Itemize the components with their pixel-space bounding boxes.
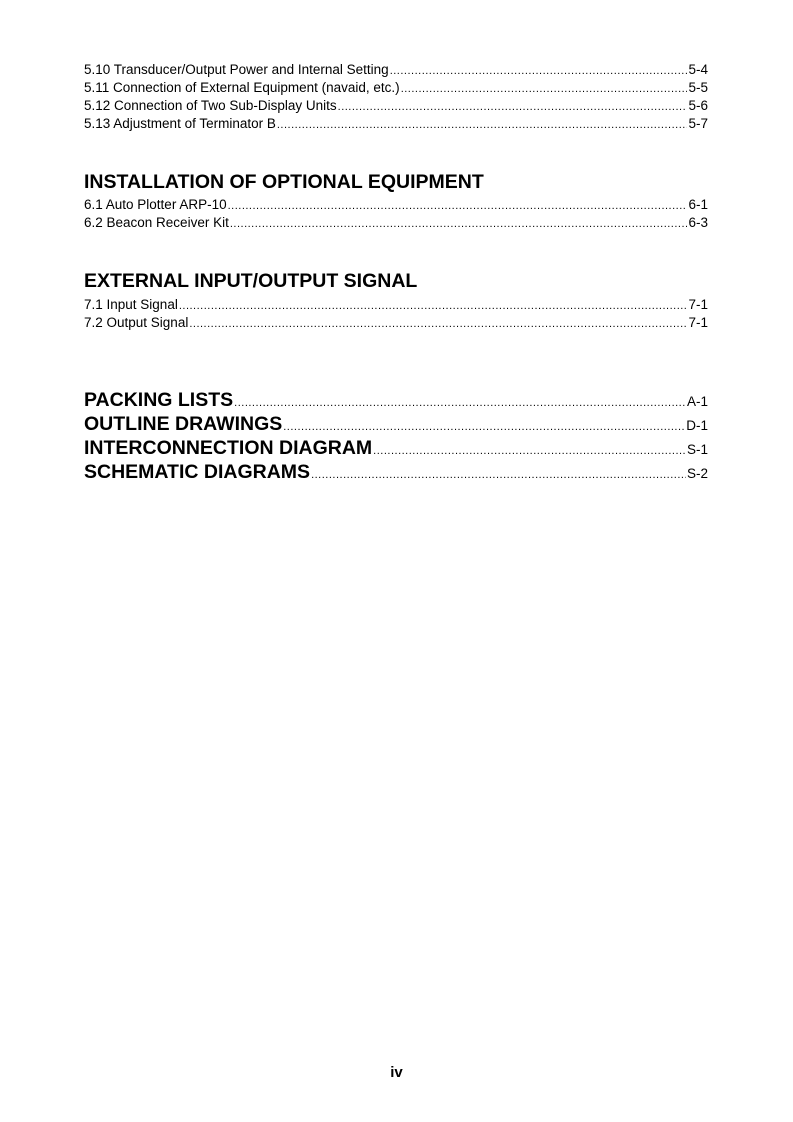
toc-entry-5-11 [84, 79, 708, 97]
toc-entry-page: 6-1 [688, 197, 708, 212]
toc-entry-schematic-diagrams [84, 460, 708, 484]
toc-entry-title: 6.1 Auto Plotter ARP-10 [84, 197, 227, 212]
toc-leader-dots [311, 460, 686, 487]
page-number: iv [390, 1064, 403, 1081]
toc-leader-dots [230, 214, 688, 233]
toc-entry-page: D-1 [686, 418, 708, 433]
toc-leader-dots [179, 296, 688, 315]
toc-entry-page: 7-1 [688, 297, 708, 312]
toc-entry-title: PACKING LISTS [84, 389, 234, 411]
toc-entry-page: 6-3 [688, 215, 708, 230]
toc-leader-dots [401, 79, 688, 98]
toc-leader-dots [234, 388, 686, 415]
toc-section-7 [84, 296, 708, 332]
toc-leader-dots [373, 436, 686, 463]
toc-entry-interconnection-diagram [84, 436, 708, 460]
toc-entry-title: 5.10 Transducer/Output Power and Internal Setting [84, 62, 389, 77]
toc-entry-title: 7.2 Output Signal [84, 315, 189, 330]
toc-leader-dots [228, 196, 688, 215]
toc-entry-5-12 [84, 97, 708, 115]
toc-entry-title: OUTLINE DRAWINGS [84, 413, 283, 435]
toc-entry-page: 5-5 [688, 80, 708, 95]
toc-leader-dots [283, 412, 685, 439]
toc-entry-5-13 [84, 115, 708, 133]
toc-entry-title: 6.2 Beacon Receiver Kit [84, 215, 229, 230]
toc-entry-page: S-2 [686, 466, 708, 481]
toc-section-5 [84, 61, 708, 133]
toc-entry-title: 5.11 Connection of External Equipment (navaid, etc.) [84, 80, 400, 95]
toc-entry-5-10 [84, 61, 708, 79]
toc-entry-6-1 [84, 196, 708, 214]
toc-section-6 [84, 196, 708, 232]
toc-entry-page: 5-6 [688, 98, 708, 113]
toc-leader-dots [189, 314, 687, 333]
toc-entry-packing-lists [84, 388, 708, 412]
toc-entry-page: S-1 [686, 442, 708, 457]
toc-entry-title: INTERCONNECTION DIAGRAM [84, 437, 373, 459]
section-7-heading: EXTERNAL INPUT/OUTPUT SIGNAL [84, 270, 418, 292]
section-6-heading: INSTALLATION OF OPTIONAL EQUIPMENT [84, 171, 484, 193]
toc-entry-title: SCHEMATIC DIAGRAMS [84, 461, 311, 483]
toc-entry-title: 7.1 Input Signal [84, 297, 178, 312]
toc-entry-page: 5-4 [688, 62, 708, 77]
toc-leader-dots [390, 61, 688, 80]
toc-entry-page: A-1 [686, 394, 708, 409]
toc-entry-page: 5-7 [688, 116, 708, 131]
toc-entry-7-1 [84, 296, 708, 314]
toc-entry-page: 7-1 [688, 315, 708, 330]
toc-leader-dots [277, 115, 688, 134]
toc-leader-dots [338, 97, 688, 116]
toc-appendices [84, 388, 708, 484]
toc-entry-title: 5.12 Connection of Two Sub-Display Units [84, 98, 337, 113]
toc-entry-outline-drawings [84, 412, 708, 436]
toc-entry-6-2 [84, 214, 708, 232]
toc-entry-7-2 [84, 314, 708, 332]
toc-entry-title: 5.13 Adjustment of Terminator B [84, 116, 276, 131]
